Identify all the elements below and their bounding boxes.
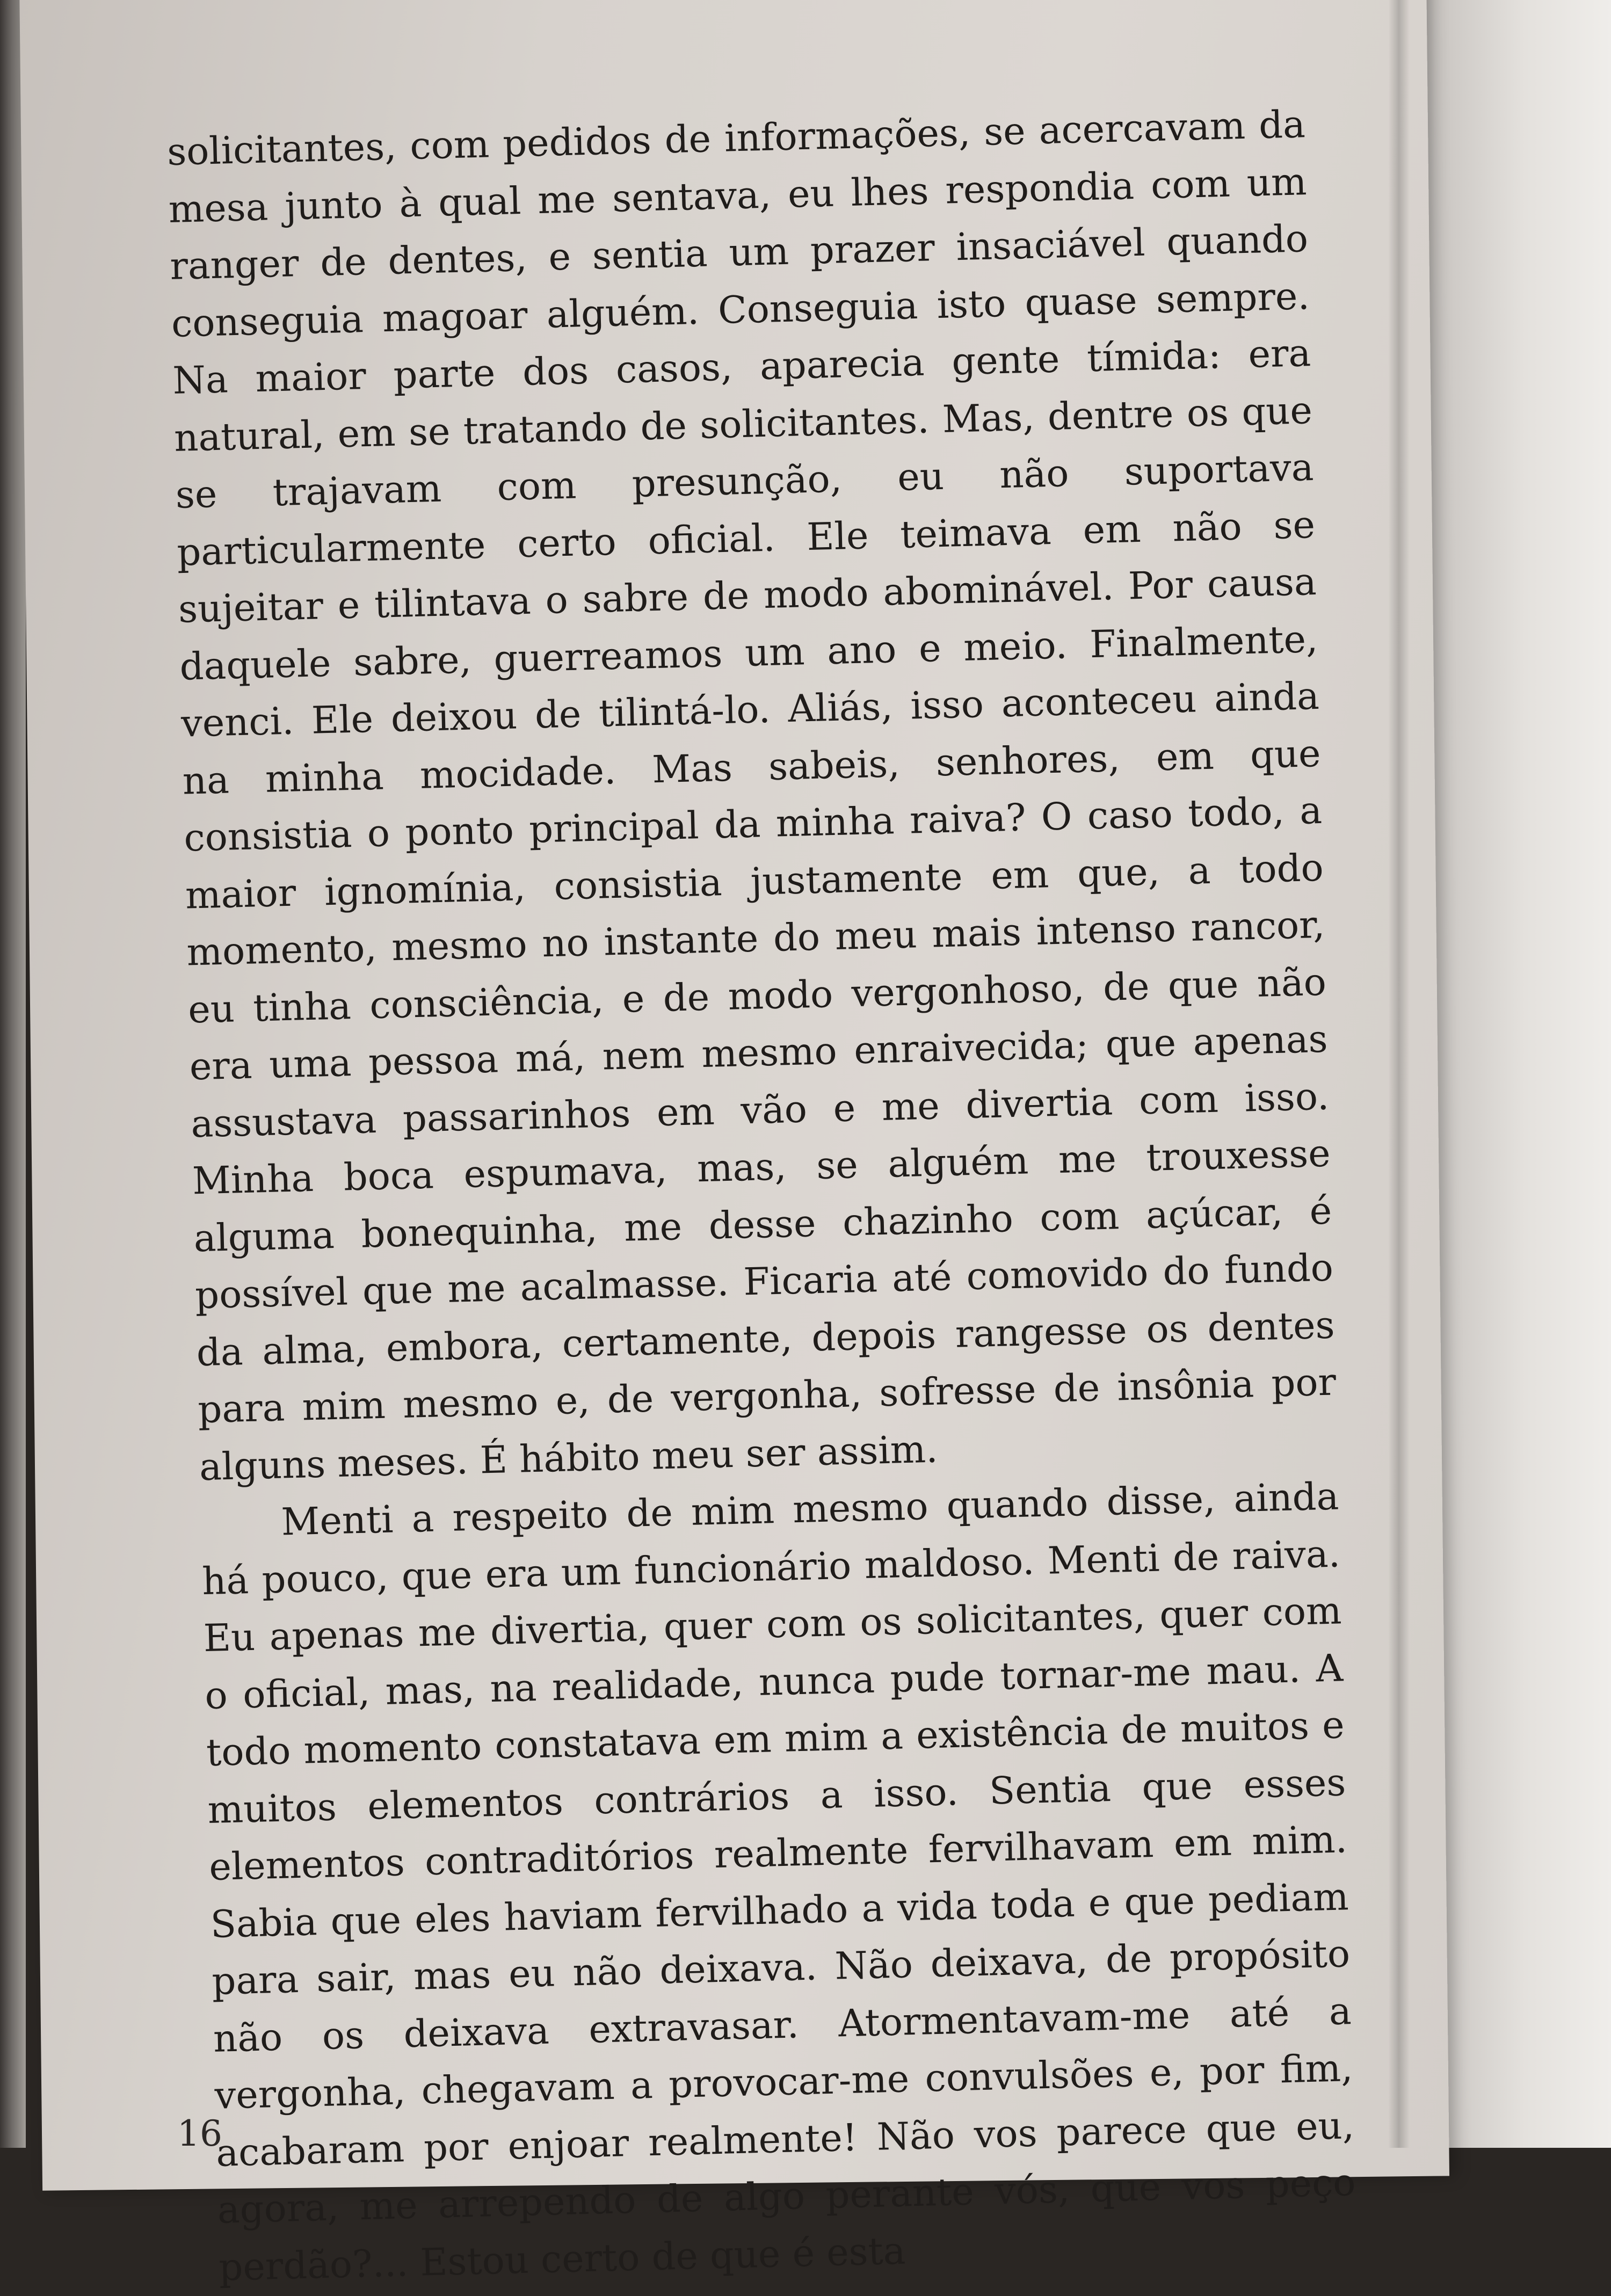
page-number: 16 (177, 2113, 222, 2154)
paragraph-1: solicitantes, com pedidos de informações, se acercavam da mesa junto à qual me sentava, eu lhes respondia com um ranger de dentes, e sentia um prazer insaciável quando conseguia magoar alguém. Conseguia isto quase sempre. Na maior parte dos casos, aparecia gente tímida: era natural, em se tratando de solicitantes. Mas, dentre os que se trajavam com presunção, eu não suportava particularmente certo oficial. Ele teimava em não se sujeitar e tilintava o sabre de modo abominável. Por causa daquele sabre, guerreamos um ano e meio. Finalmente, venci. Ele deixou de tilintá-lo. Aliás, isso aconteceu ainda na minha mocidade. Mas sabeis, senhores, em que consistia o ponto principal da minha raiva? O caso todo, a maior ignomínia, consistia justamente em que, a todo momento, mesmo no instante do meu mais intenso rancor, eu tinha consciência, e de modo vergonhoso, de que não era uma pessoa má, nem mesmo enraivecida; que apenas assustava passarinhos em vão e me divertia com isso. Minha boca espumava, mas, se alguém me trouxesse alguma bonequinha, me desse chazinho com açúcar, é possível que me acalmasse. Ficaria até comovido do fundo da alma, embora, certamente, depois rangesse os dentes para mim mesmo e, de vergonha, sofresse de insônia por alguns meses. É hábito meu ser assim. (166, 102, 1337, 1489)
page-text (166, 96, 1358, 2296)
page-edge-shadow (1388, 0, 1410, 2148)
book-spine (0, 0, 26, 2148)
paragraph-2: Menti a respeito de mim mesmo quando disse, ainda há pouco, que era um funcionário maldoso. Menti de raiva. Eu apenas me divertia, quer com os solicitantes, quer com o oficial, mas, na realidade, nunca pude tornar-me mau. A todo momento constatava em mim a existência de muitos e muitos elementos contrários a isso. Sentia que esses elementos contraditórios realmente fervilhavam em mim. Sabia que eles haviam fervilhado a vida toda e que pediam para sair, mas eu não deixava. Não deixava, de propósito não os deixava extravasar. Atormentavam-me até a vergonha, chegavam a provocar-me convulsões e, por fim, acabaram por enjoar realmente! Não vos parece que eu, agora, me arrependo de algo perante vós, que vos peço perdão?... Estou certo de que é esta (201, 1474, 1356, 2290)
